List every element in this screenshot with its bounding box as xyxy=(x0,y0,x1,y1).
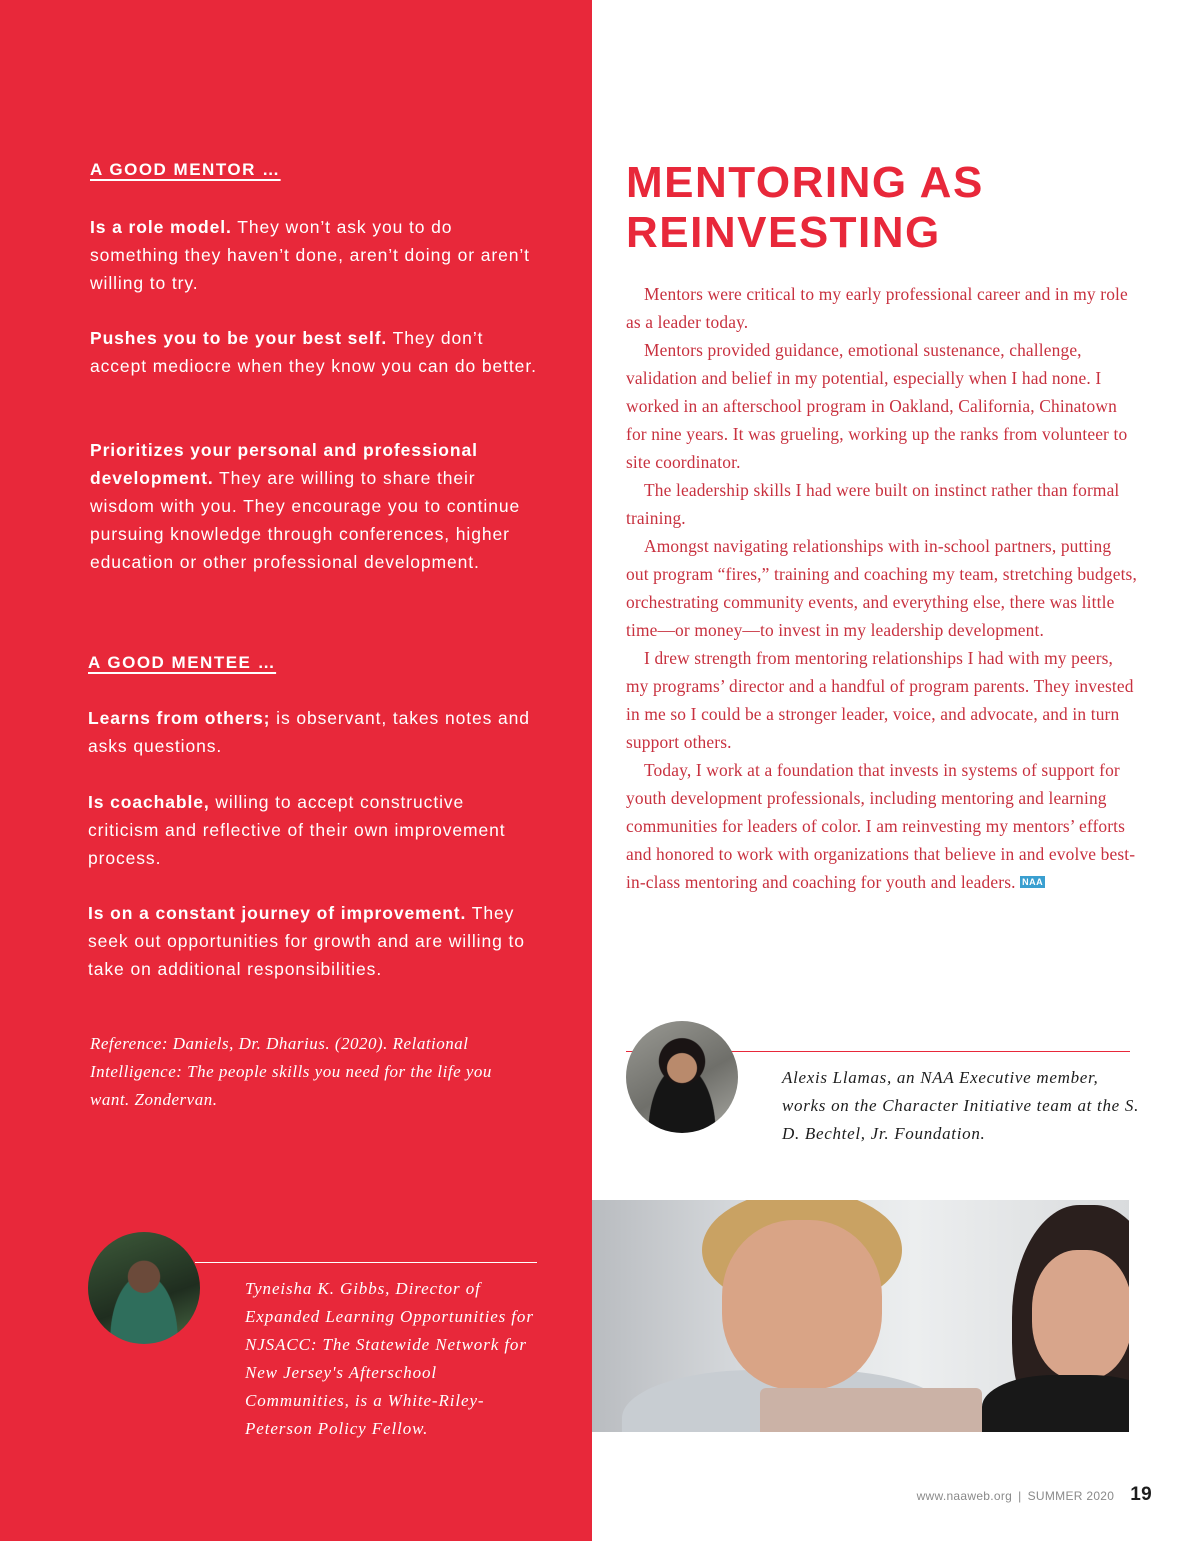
article-paragraph-text: Today, I work at a foundation that invests in systems of support for youth development professionals, including mentoring and learning communities for leaders of color. I am reinvesting my mentors’ efforts and honored to work with organizations that believe in and evolve best-in-class mentoring and coaching for youth and leaders. xyxy=(626,760,1136,892)
laptop-image xyxy=(760,1388,982,1432)
footer-issue: SUMMER 2020 xyxy=(1027,1489,1115,1503)
mentee-item-bold: Is coachable, xyxy=(88,792,210,812)
article-paragraph: Mentors provided guidance, emotional sustenance, challenge, validation and belief in my potential, especially when I had none. I worked in an afterschool program in Oakland, California, Chinatown for nine years. It was grueling, working up the ranks from volunteer to site coordinator. xyxy=(626,340,1128,472)
mentee-item-text: willing to accept constructive criticism and reflective of their own improvement process. xyxy=(88,792,506,868)
article-title-line: MENTORING AS xyxy=(626,158,984,207)
article-body xyxy=(626,280,1138,896)
mentor-item-text: They won’t ask you to do something they haven’t done, aren’t doing or aren’t willing to try. xyxy=(90,217,530,293)
footer-separator: | xyxy=(1018,1489,1022,1503)
left-sidebar-panel xyxy=(0,0,592,1541)
author-avatar-photo xyxy=(626,1021,738,1133)
naa-end-mark-icon: NAA xyxy=(1022,877,1044,887)
mentee-item xyxy=(88,788,538,872)
article-paragraph: I drew strength from mentoring relationships I had with my peers, my programs’ director and a handful of program parents. They invested in me so I could be a stronger leader, voice, and advocate, and in turn support others. xyxy=(626,648,1134,752)
mentor-item-text: They don’t accept mediocre when they know you can do better. xyxy=(90,328,537,376)
mentor-item xyxy=(90,213,540,297)
footer-url: www.naaweb.org xyxy=(916,1489,1013,1503)
article-paragraph: Mentors were critical to my early professional career and in my role as a leader today. xyxy=(626,284,1128,332)
author-bio: Tyneisha K. Gibbs, Director of Expanded Learning Opportunities for NJSACC: The Statewide Network for New Jersey's Afterschool Communities, is a White-Riley-Peterson Policy Fellow. xyxy=(245,1279,534,1438)
mentee-heading: A GOOD MENTEE … xyxy=(88,653,277,672)
mentor-item-bold: Prioritizes your personal and professional development. xyxy=(90,440,478,488)
author-bio: Alexis Llamas, an NAA Executive member, works on the Character Initiative team at the S. D. Bechtel, Jr. Foundation. xyxy=(782,1068,1140,1143)
mentor-item-bold: Pushes you to be your best self. xyxy=(90,328,388,348)
mentor-item xyxy=(90,324,540,380)
mentor-heading: A GOOD MENTOR … xyxy=(90,160,281,179)
mentee-item-text: is observant, takes notes and asks questions. xyxy=(88,708,530,756)
article-paragraph: Amongst navigating relationships with in-school partners, putting out program “fires,” training and coaching my team, stretching budgets, orchestrating community events, and everything else, there was little time—or money—to invest in my leadership development. xyxy=(626,536,1137,640)
mentor-item-bold: Is a role model. xyxy=(90,217,232,237)
article-paragraph: The leadership skills I had were built on instinct rather than formal training. xyxy=(626,480,1120,528)
bio-divider-line xyxy=(195,1262,537,1263)
mentee-item xyxy=(88,899,538,983)
mentoring-photo xyxy=(592,1200,1129,1432)
mentee-item-bold: Is on a constant journey of improvement. xyxy=(88,903,467,923)
mentor-item-text: They are willing to share their wisdom with you. They encourage you to continue pursuing knowledge through conferences, higher education or other professional development. xyxy=(90,468,521,572)
mentee-item-bold: Learns from others; xyxy=(88,708,271,728)
article-title-line: REINVESTING xyxy=(626,208,941,257)
page-number: 19 xyxy=(1130,1484,1152,1505)
mentor-item xyxy=(90,436,540,576)
mentee-item xyxy=(88,704,538,760)
author-avatar-photo xyxy=(88,1232,200,1344)
mentee-item-text: They seek out opportunities for growth and are willing to take on additional responsibilities. xyxy=(88,903,525,979)
page-footer xyxy=(917,1484,1152,1506)
article-title xyxy=(626,158,1146,258)
reference-citation: Reference: Daniels, Dr. Dharius. (2020). Relational Intelligence: The people skills you need for the life you want. Zondervan. xyxy=(90,1034,492,1109)
article-paragraph-last xyxy=(626,756,1138,896)
